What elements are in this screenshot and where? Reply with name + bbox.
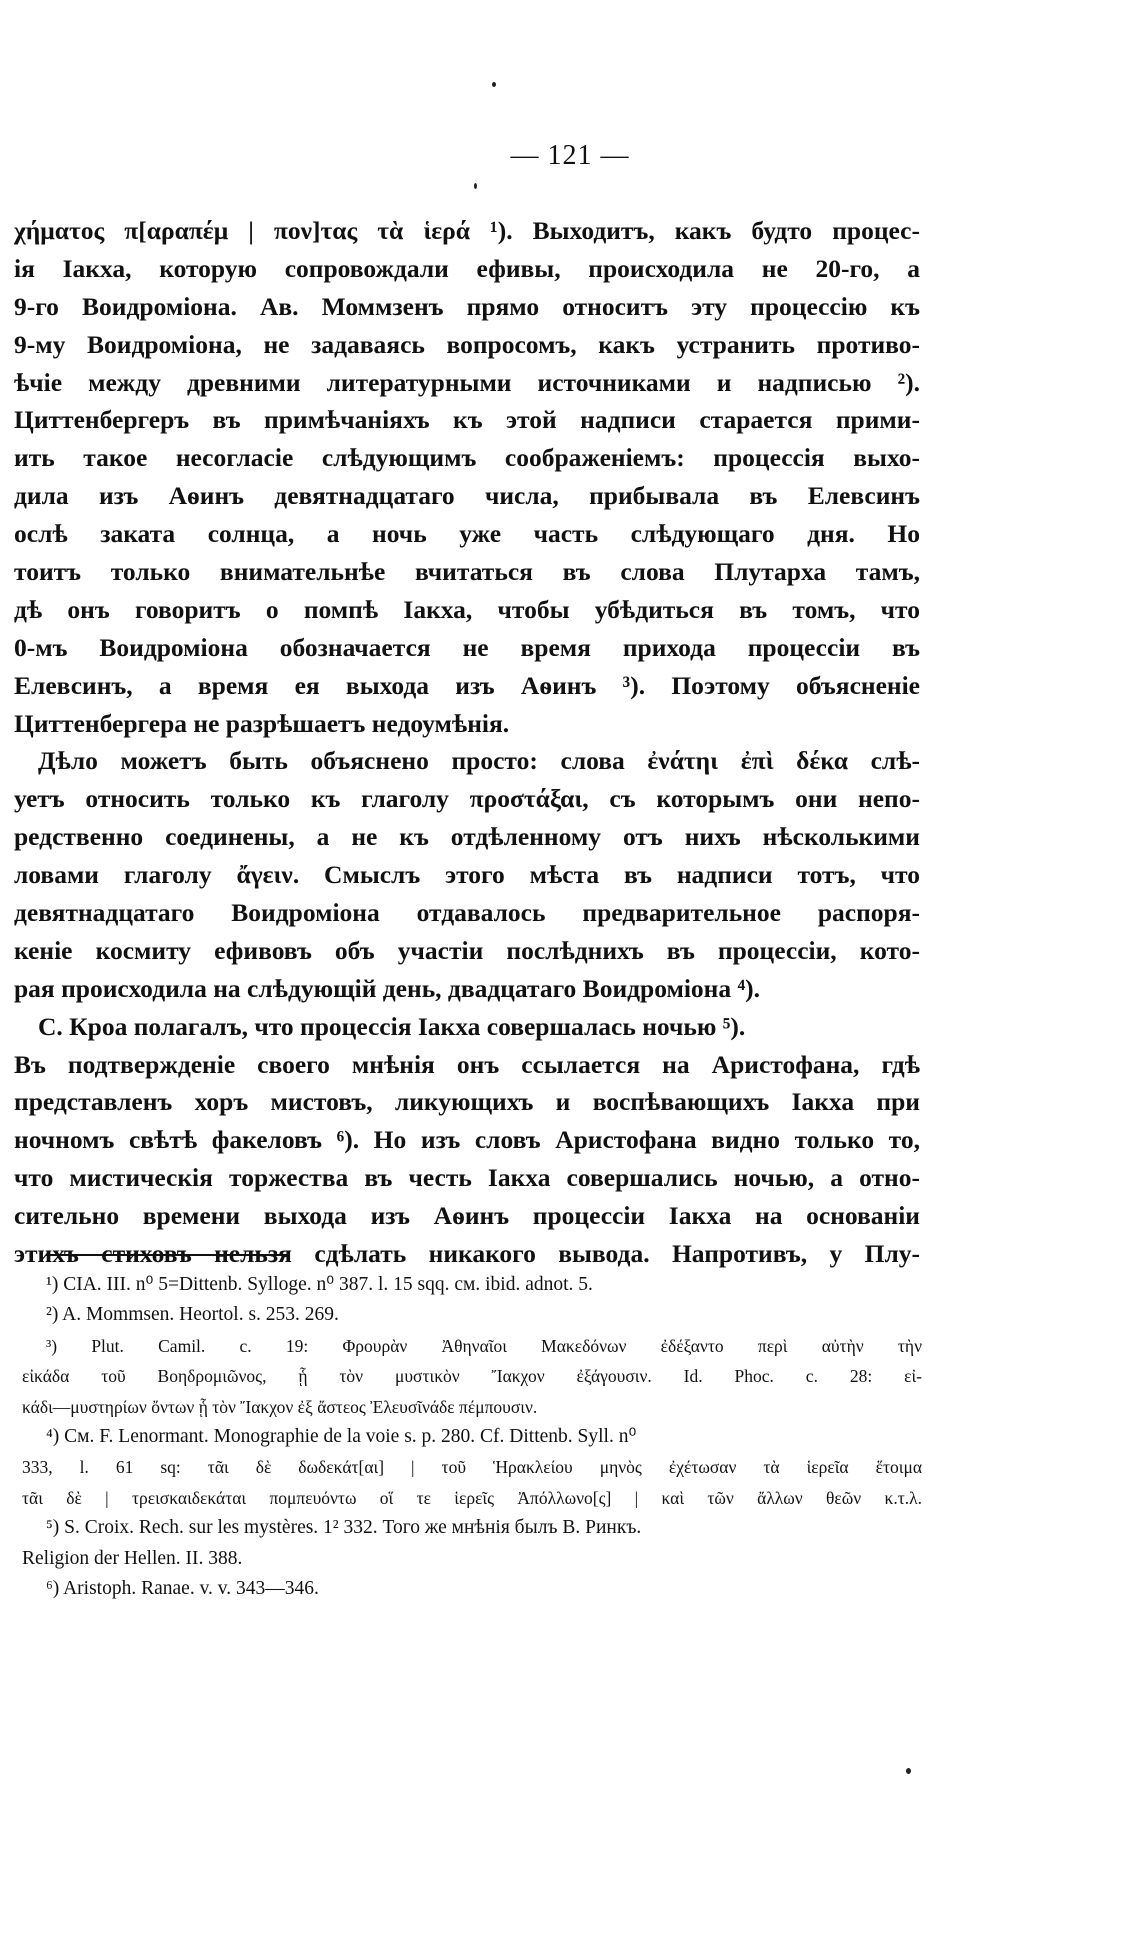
text-line: дѣ онъ говоритъ о помпѣ Іакха, чтобы убѣдиться въ томъ, что <box>14 594 920 624</box>
text-line-paragraph-end: Циттенбергера не разрѣшаетъ недоумѣнія. <box>14 708 510 738</box>
text-line: 0-мъ Воидроміона обозначается не время прихода процессіи въ <box>14 632 920 662</box>
text-line: 9-му Воидроміона, не задаваясь вопросомъ, какъ устранить противо- <box>14 329 920 359</box>
scan-speck <box>474 183 477 189</box>
text-line-paragraph-start: С. Кроа полагалъ, что процессія Іакха совершалась ночью ⁵). <box>38 1011 746 1041</box>
text-line: χήματος π[αραπέμ | πον]τας τὰ ἱερά ¹). Выходитъ, какъ будто процес- <box>14 216 920 245</box>
text-line: редственно соединены, а не къ отдѣленному отъ нихъ нѣсколькими <box>14 822 920 852</box>
footnote-6: ⁶) Aristoph. Ranae. v. v. 343—346. <box>46 1577 319 1599</box>
text-line-paragraph-end: рая происходила на слѣдующій день, двадцатаго Воидроміона ⁴). <box>14 973 761 1003</box>
scan-speck <box>906 1768 911 1774</box>
footnote-4-cont: τᾶι δὲ | τρεισκαιδεκάται πομπευόντω οἵ τε ἱερεῖς Ἀπόλλωνο[ς] | καὶ τῶν ἄλλων θεῶν κ.τ.λ. <box>22 1487 922 1508</box>
text-line: представленъ хоръ мистовъ, ликующихъ и воспѣвающихъ Іакха при <box>14 1087 920 1117</box>
text-line: 9-го Воидроміона. Ав. Моммзенъ прямо относитъ эту процессію къ <box>14 291 920 321</box>
footnote-3-cont: κάδι—μυστηρίων ὄντων ᾗ τὸν Ἴακχον ἐξ ἄστεος Ἐλευσῖνάδε πέμπουσιν. <box>22 1396 538 1417</box>
text-line: кеніе космиту ефивовъ объ участіи послѣднихъ въ процессіи, кото- <box>14 935 920 965</box>
text-line: дила изъ Аѳинъ девятнадцатаго числа, прибывала въ Елевсинъ <box>14 481 920 511</box>
footnote-5-cont: Religion der Hellen. II. 388. <box>22 1547 243 1569</box>
footnote-2: ²) A. Mommsen. Heortol. s. 253. 269. <box>46 1304 339 1326</box>
text-line: девятнадцатаго Воидроміона отдавалось предварительное распоря- <box>14 898 920 928</box>
text-line: ить такое несогласіе слѣдующимъ соображеніемъ: процессія выхо- <box>14 443 920 473</box>
text-line: Елевсинъ, а время ея выхода изъ Аѳинъ ³). Поэтому объясненіе <box>14 670 920 700</box>
scan-speck <box>492 82 496 87</box>
text-line: этихъ стиховъ нельзя сдѣлать никакого вывода. Напротивъ, у Плу- <box>14 1239 920 1269</box>
footnote-4-cont: 333, l. 61 sq: τᾶι δὲ δωδεκάτ[αι] | τοῦ Ἡρακλείου μηνὸς ἐχέτωσαν τὰ ἱερεῖα ἕτοιμα <box>22 1457 922 1478</box>
text-line: что мистическія торжества въ честь Іакха совершались ночью, а отно- <box>14 1163 920 1193</box>
text-line: сительно времени выхода изъ Аѳинъ процессіи Іакха на основаніи <box>14 1201 920 1231</box>
text-line: Циттенбергеръ въ примѣчаніяхъ къ этой надписи старается прими- <box>14 405 920 435</box>
text-line-paragraph-start: Дѣло можетъ быть объяснено просто: слова ἐνάτηι ἐπὶ δέκα слѣ- <box>38 746 920 776</box>
footnote-3-cont: εἰκάδα τοῦ Βοηδρομιῶνος, ᾗ τὸν μυστικὸν Ἴακχον ἐξάγουσιν. Id. Phoc. c. 28: εἰ- <box>22 1366 922 1387</box>
text-line: ловами глаголу ἄγειν. Смыслъ этого мѣста въ надписи тотъ, что <box>14 860 920 890</box>
text-line: ія Іакха, которую сопровождали ефивы, происходила не 20-го, а <box>14 253 920 283</box>
text-line: Въ подтвержденіе своего мнѣнія онъ ссылается на Аристофана, гдѣ <box>14 1049 920 1079</box>
footnote-4: ⁴) См. F. Lenormant. Monographie de la voie s. p. 280. Cf. Dittenb. Syll. n⁰ <box>46 1425 637 1447</box>
text-line: тоитъ только внимательнѣе вчитаться въ слова Плутарха тамъ, <box>14 557 920 587</box>
text-line: ослѣ заката солнца, а ночь уже часть слѣдующаго дня. Но <box>14 519 920 549</box>
text-line: ѣчіе между древними литературными источниками и надписью ²). <box>14 367 920 397</box>
footnotes <box>22 1270 922 1604</box>
footnote-3: ³) Plut. Camil. c. 19: Φρουρὰν Ἀθηναῖοι Μακεδόνων ἐδέξαντο περὶ αὐτὴν τὴν <box>46 1335 922 1356</box>
footnote-divider <box>46 1254 290 1256</box>
main-text <box>14 212 920 1273</box>
text-line: уетъ относить только къ глаголу προστάξαι, съ которымъ они непо- <box>14 784 920 814</box>
page-number: — 121 — <box>510 140 630 171</box>
footnote-1: ¹) CIA. III. n⁰ 5=Dittenb. Sylloge. n⁰ 387. l. 15 sqq. см. ibid. adnot. 5. <box>46 1274 593 1295</box>
footnote-5: ⁵) S. Croix. Rech. sur les mystères. 1² 332. Того же мнѣнія былъ В. Ринкъ. <box>46 1517 642 1539</box>
text-line: ночномъ свѣтѣ факеловъ ⁶). Но изъ словъ Аристофана видно только то, <box>14 1125 920 1155</box>
